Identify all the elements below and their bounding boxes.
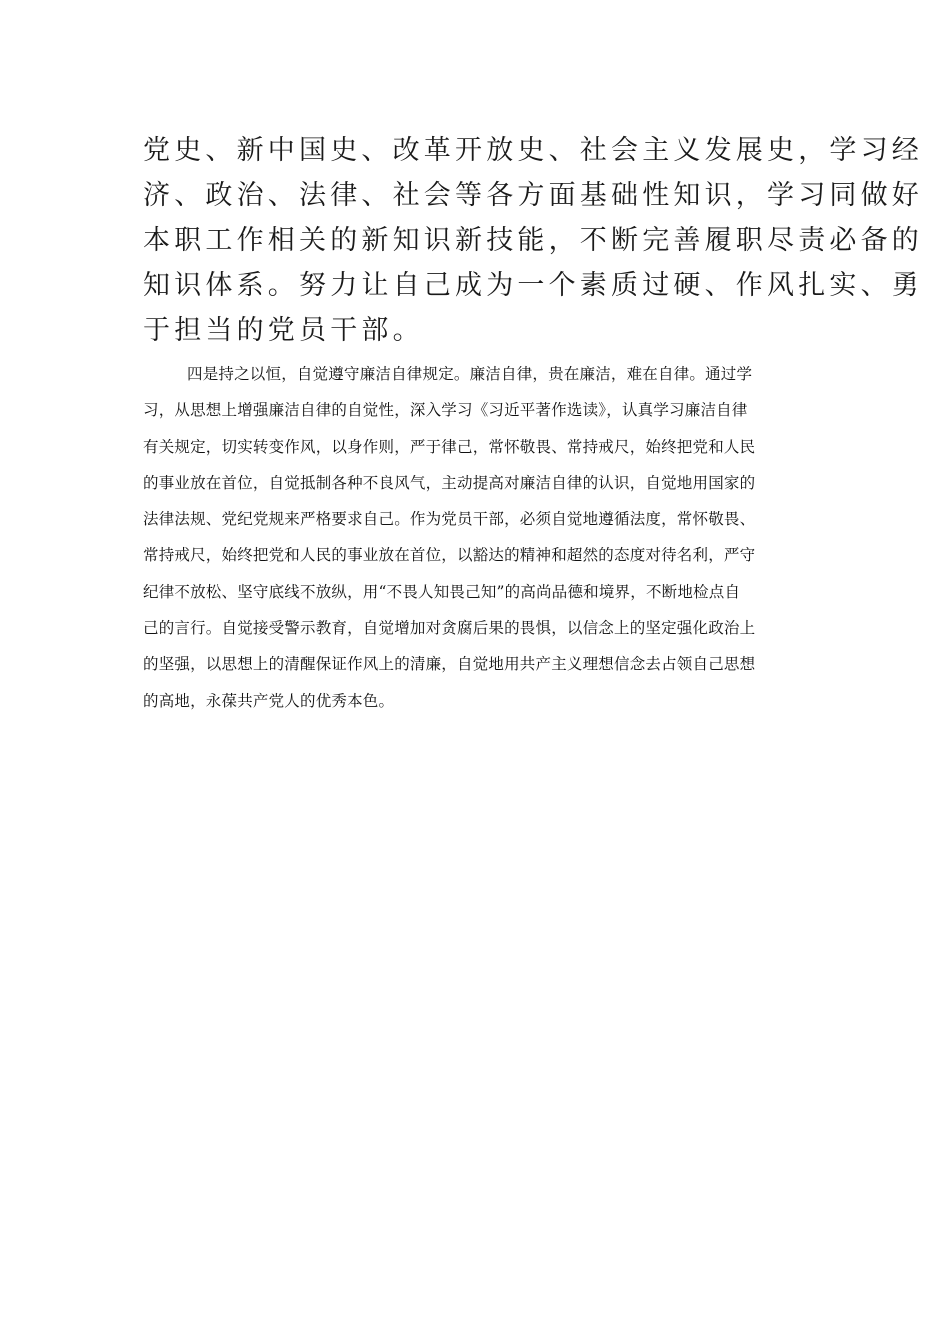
paragraph-line: 有关规定，切实转变作风，以身作则，严于律己，常怀敬畏、常持戒尺，始终把党和人民 bbox=[143, 437, 756, 456]
paragraph-line: 党史、新中国史、改革开放史、社会主义发展史，学习经 bbox=[143, 135, 923, 166]
paragraph-line: 四是持之以恒，自觉遵守廉洁自律规定。廉洁自律，贵在廉洁，难在自律。通过学 bbox=[187, 365, 753, 383]
paragraph-line: 于担当的党员干部。 bbox=[143, 315, 424, 346]
paragraph-study-knowledge bbox=[143, 128, 923, 353]
paragraph-line: 法律法规、党纪党规来严格要求自己。作为党员干部，必须自觉地遵循法度，常怀敬畏、 bbox=[143, 510, 756, 529]
paragraph-line: 习，从思想上增强廉洁自律的自觉性，深入学习《习近平著作选读》，认真学习廉洁自律 bbox=[143, 401, 748, 420]
paragraph-line: 本职工作相关的新知识新技能，不断完善履职尽责必备的 bbox=[143, 225, 923, 256]
paragraph-line: 纪律不放松、坚守底线不放纵，用“不畏人知畏己知”的高尚品德和境界，不断地检点自 bbox=[143, 582, 741, 601]
paragraph-line: 的坚强，以思想上的清醒保证作风上的清廉，自觉地用共产主义理想信念去占领自己思想 bbox=[143, 655, 756, 674]
paragraph-line: 知识体系。努力让自己成为一个素质过硬、作风扎实、勇 bbox=[143, 270, 923, 301]
paragraph-line: 的事业放在首位，自觉抵制各种不良风气，主动提高对廉洁自律的认识，自觉地用国家的 bbox=[143, 473, 756, 492]
paragraph-line: 济、政治、法律、社会等各方面基础性知识，学习同做好 bbox=[143, 180, 923, 211]
paragraph-line: 己的言行。自觉接受警示教育，自觉增加对贪腐后果的畏惧，以信念上的坚定强化政治上 bbox=[143, 619, 756, 638]
paragraph-integrity bbox=[143, 356, 808, 719]
paragraph-line: 常持戒尺，始终把党和人民的事业放在首位，以豁达的精神和超然的态度对待名利，严守 bbox=[143, 546, 756, 565]
paragraph-line: 的高地，永葆共产党人的优秀本色。 bbox=[143, 691, 395, 710]
